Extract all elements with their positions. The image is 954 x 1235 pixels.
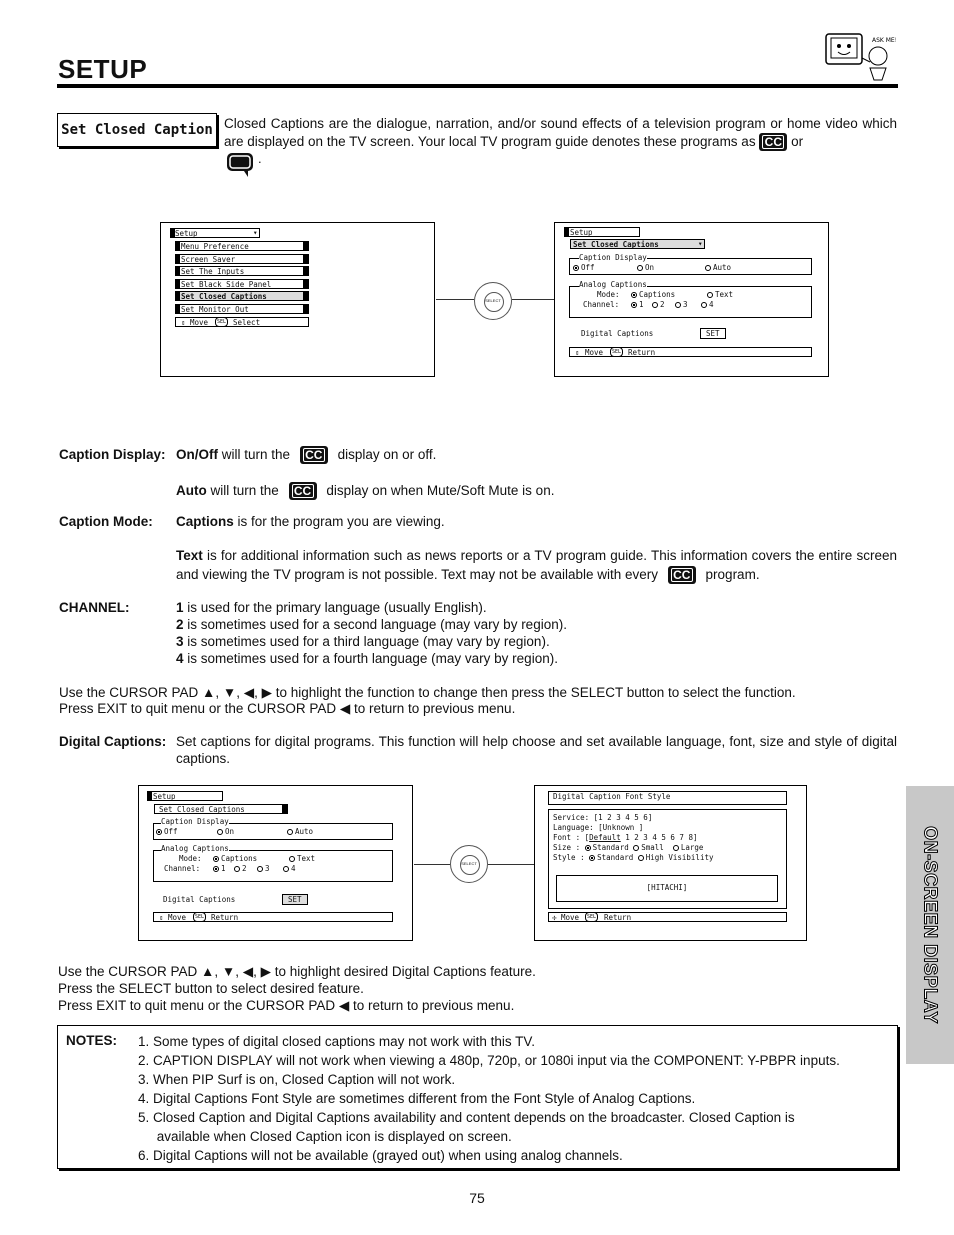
item-marker — [303, 280, 308, 288]
channel-4[interactable]: 4 — [709, 300, 714, 309]
onoff-term: On/Off — [176, 447, 218, 462]
connector-line — [436, 299, 474, 300]
caption-bubble-icon — [226, 152, 256, 178]
cc-icon: CC — [300, 446, 328, 464]
item-marker — [175, 305, 180, 313]
page-number: 75 — [469, 1190, 485, 1206]
notes-heading: NOTES: — [66, 1033, 118, 1048]
sel-icon: SEL — [587, 914, 597, 920]
item-marker — [175, 267, 180, 275]
digital-captions-label: Digital Captions — [163, 895, 236, 904]
mode-label: Mode: — [179, 854, 202, 863]
menu3-sub: Set Closed Captions — [159, 805, 245, 814]
note-item: 5. Closed Caption and Digital Captions availability and content depends on the broadcaster. Closed Caption is — [138, 1110, 795, 1125]
menu1-footer-move: Move — [190, 318, 209, 327]
cursor-instruction-1a: Use the CURSOR PAD ▲, ▼, ◀, ▶ to highlight the function to change then press the SELECT button to select the function. — [59, 685, 796, 700]
side-tab-label: ON-SCREEN DISPLAY — [920, 826, 941, 1024]
mode-label: Mode: — [597, 290, 620, 299]
menu4-footer-return: Return — [604, 913, 632, 922]
connector-line — [488, 864, 534, 865]
text-term: Text — [176, 548, 203, 563]
item-marker — [175, 255, 180, 263]
item-marker — [303, 267, 308, 275]
cursor-pad-icon: SELECT — [474, 282, 512, 320]
note-item: available when Closed Caption icon is displayed on screen. — [138, 1129, 512, 1144]
menu1-title: Setup — [175, 229, 198, 238]
channel-label: Channel: — [583, 300, 620, 309]
section-label-box: Set Closed Caption — [57, 113, 217, 147]
captions-text: is for the program you are viewing. — [237, 514, 445, 529]
connector-line — [414, 864, 450, 865]
text-text-2: program. — [705, 567, 760, 582]
menu2-sub: Set Closed Captions — [573, 240, 659, 249]
chevron-down-icon: ▾ — [698, 239, 703, 248]
menu3-title: Setup — [153, 792, 176, 801]
page-title: SETUP — [58, 54, 148, 84]
option-on[interactable]: On — [645, 263, 655, 272]
text-text-1: is for additional information such as news reports or a TV program guide. This information covers the entire screen and viewing the TV program is not possible. Text may not be available with every — [176, 548, 897, 582]
size-row[interactable]: Size : Standard Small Large — [553, 843, 704, 852]
side-tab — [906, 786, 954, 1064]
closed-captions-menu-screen — [554, 222, 829, 377]
caption-display-label: Caption Display — [161, 817, 229, 826]
channel-4[interactable]: 4 — [291, 864, 296, 873]
digital-captions-heading: Digital Captions: — [59, 734, 167, 749]
font-style-menu-screen — [534, 785, 807, 941]
item-marker — [175, 242, 180, 250]
menu1-item-label[interactable]: Screen Saver — [181, 254, 236, 264]
move-arrows-icon: ⇕ — [181, 318, 186, 327]
service-row[interactable]: Service: [1 2 3 4 5 6] — [553, 813, 653, 822]
option-auto[interactable]: Auto — [295, 827, 314, 836]
captions-term: Captions — [176, 514, 234, 529]
intro-or: or — [791, 134, 804, 149]
item-marker — [303, 305, 308, 313]
channel-line: 3 is sometimes used for a third language (may vary by region). — [176, 634, 550, 649]
digital-captions-text: Set captions for digital programs. This function will help choose and set available language, font, size and style of digital captions. — [176, 734, 897, 766]
caption-display-heading: Caption Display: — [59, 447, 166, 462]
analog-captions-label: Analog Captions — [579, 280, 647, 289]
move-arrows-icon: ⇕ — [159, 913, 164, 922]
menu2-footer-move: Move — [585, 348, 604, 357]
menu4-footer-move: Move — [561, 913, 580, 922]
onoff-text-2: display on or off. — [337, 447, 437, 462]
auto-text-1: will turn the — [210, 483, 279, 498]
sel-icon: SEL — [217, 319, 227, 325]
note-item: 3. When PIP Surf is on, Closed Caption will not work. — [138, 1072, 456, 1087]
notes-box — [57, 1025, 898, 1169]
cursor-instruction-2b: Press the SELECT button to select desired feature. — [58, 981, 364, 996]
menu1-item-label[interactable]: Set Monitor Out — [181, 305, 249, 314]
cc-icon: CC — [668, 566, 696, 584]
set-button[interactable]: SET — [700, 328, 726, 339]
mascot-icon — [822, 28, 896, 82]
option-on[interactable]: On — [225, 827, 235, 836]
mascot-text: ASK ME! — [872, 37, 896, 44]
item-marker — [175, 280, 180, 288]
connector-line — [512, 299, 554, 300]
channel-1[interactable]: 1 — [221, 864, 226, 873]
mode-captions[interactable]: Captions — [639, 290, 676, 299]
cursor-instruction-1b: Press EXIT to quit menu or the CURSOR PAD ◀ to return to previous menu. — [59, 701, 516, 716]
mode-captions[interactable]: Captions — [221, 854, 258, 863]
menu1-item-label[interactable]: Set Closed Captions — [181, 292, 267, 302]
note-item: 1. Some types of digital closed captions may not work with this TV. — [138, 1034, 535, 1049]
option-off[interactable]: Off — [581, 263, 595, 272]
menu1-footer-select: Select — [233, 318, 261, 327]
sel-icon: SEL — [612, 349, 622, 355]
note-item: 4. Digital Captions Font Style are sometimes different from the Font Style of Analog Captions. — [138, 1091, 696, 1106]
option-off[interactable]: Off — [164, 827, 178, 836]
channel-2[interactable]: 2 — [660, 300, 665, 309]
item-marker — [303, 292, 308, 300]
caption-mode-heading: Caption Mode: — [59, 514, 153, 529]
title-rule — [57, 84, 898, 88]
intro-text: Closed Captions are the dialogue, narration, and/or sound effects of a television program or home video which are displayed on the TV screen. Your local TV program guide denotes these programs as — [224, 116, 897, 149]
closed-captions-menu-screen-2 — [138, 785, 413, 941]
channel-list — [176, 599, 567, 667]
auto-term: Auto — [176, 483, 207, 498]
menu2-footer-return: Return — [628, 348, 656, 357]
channel-heading: CHANNEL: — [59, 600, 130, 615]
chevron-down-icon: ▾ — [253, 228, 258, 237]
cursor-pad-icon: SELECT — [450, 845, 488, 883]
menu1-item-label[interactable]: Set Black Side Panel — [181, 279, 272, 289]
option-auto[interactable]: Auto — [713, 263, 732, 272]
item-marker — [303, 242, 308, 250]
onoff-text-1: will turn the — [221, 447, 291, 462]
channel-2[interactable]: 2 — [242, 864, 247, 873]
menu3-footer-return: Return — [211, 913, 239, 922]
channel-1[interactable]: 1 — [639, 300, 644, 309]
menu3-footer-move: Move — [168, 913, 187, 922]
preview-box: [HITACHI] — [646, 883, 688, 892]
setup-menu-screen — [160, 222, 435, 377]
channel-label: Channel: — [164, 864, 201, 873]
channel-3[interactable]: 3 — [683, 300, 688, 309]
cursor-instruction-2a: Use the CURSOR PAD ▲, ▼, ◀, ▶ to highlight desired Digital Captions feature. — [58, 964, 536, 979]
channel-3[interactable]: 3 — [265, 864, 270, 873]
item-marker — [175, 292, 180, 300]
note-item: 6. Digital Captions will not be available (grayed out) when using analog channels. — [138, 1148, 623, 1163]
cc-icon: CC — [289, 482, 317, 500]
channel-line: 1 is used for the primary language (usually English). — [176, 600, 487, 615]
set-button[interactable]: SET — [282, 894, 308, 905]
caption-display-label: Caption Display — [579, 253, 647, 262]
channel-line: 4 is sometimes used for a fourth language (may vary by region). — [176, 651, 558, 666]
language-row[interactable]: Language: [Unknown ] — [553, 823, 644, 832]
digital-captions-label: Digital Captions — [581, 329, 654, 338]
intro-paragraph — [224, 115, 897, 151]
sel-icon: SEL — [195, 914, 205, 920]
item-marker — [303, 255, 308, 263]
style-row[interactable]: Style : Standard High Visibility — [553, 853, 714, 862]
font-row[interactable]: Font : [Default 1 2 3 4 5 6 7 8] — [553, 833, 698, 842]
intro-end: . — [258, 151, 262, 166]
analog-captions-label: Analog Captions — [161, 844, 229, 853]
mode-text[interactable]: Text — [715, 290, 734, 299]
channel-line: 2 is sometimes used for a second language (may vary by region). — [176, 617, 567, 632]
menu1-item-label[interactable]: Menu Preference — [181, 242, 249, 251]
mode-text[interactable]: Text — [297, 854, 316, 863]
menu2-title: Setup — [570, 228, 593, 237]
move-arrows-icon: ⇕ — [575, 348, 580, 357]
move-arrows-icon: ✢ — [552, 913, 557, 922]
cc-icon: CC — [759, 133, 787, 151]
cursor-instruction-2c: Press EXIT to quit menu or the CURSOR PAD ◀ to return to previous menu. — [58, 998, 515, 1013]
menu1-item-label[interactable]: Set The Inputs — [181, 267, 245, 277]
auto-text-2: display on when Mute/Soft Mute is on. — [326, 483, 555, 498]
note-item: 2. CAPTION DISPLAY will not work when viewing a 480p, 720p, or 1080i input via the COMPONENT: Y-PBPR inputs. — [138, 1053, 840, 1068]
font-style-title: Digital Caption Font Style — [553, 792, 671, 801]
